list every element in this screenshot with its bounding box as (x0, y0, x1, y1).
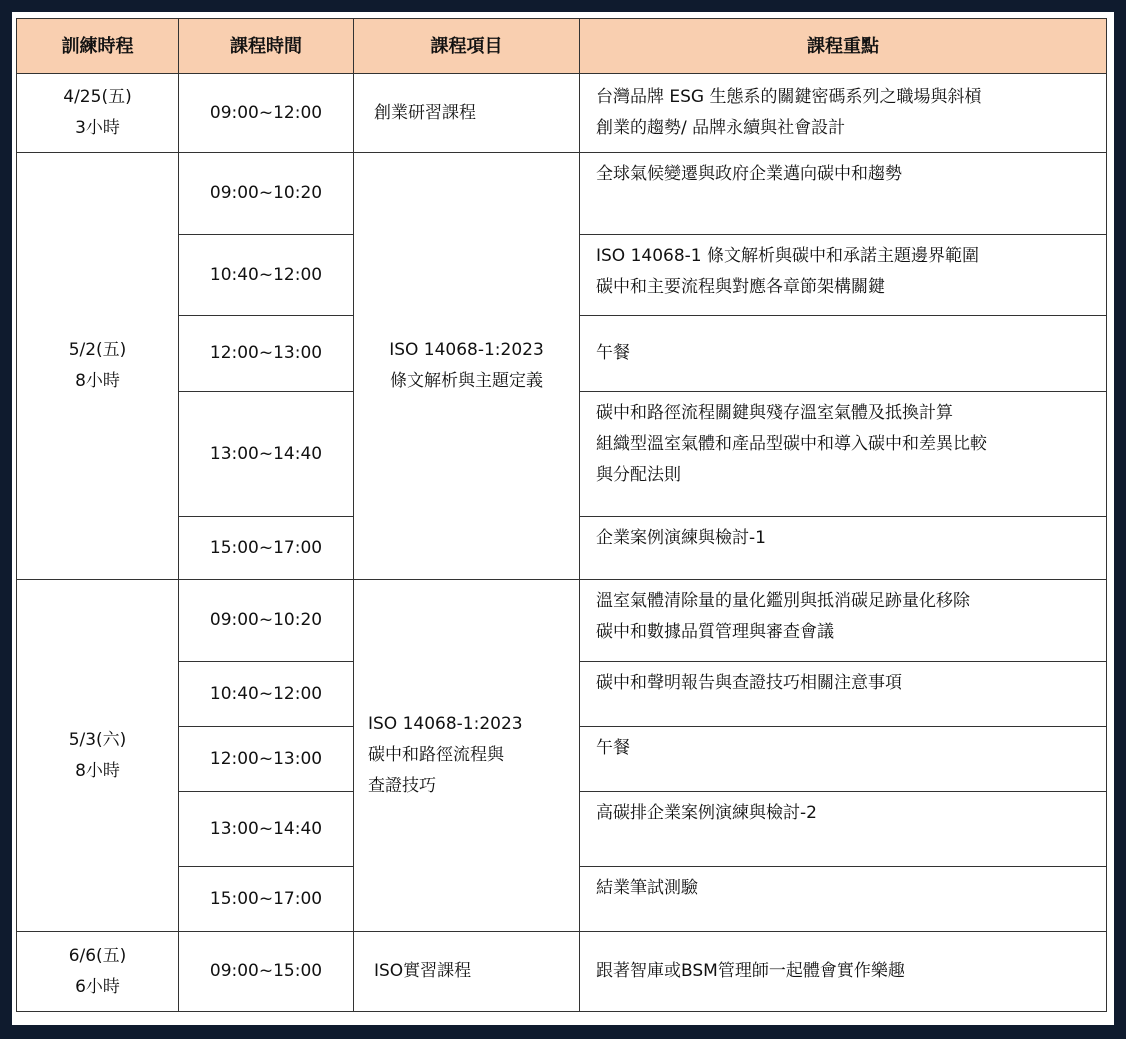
time-cell: 13:00~14:40 (179, 392, 354, 517)
date-cell (17, 74, 179, 153)
date-label: 5/3(六) (68, 729, 127, 750)
course-item-line: 條文解析與主題定義 (390, 371, 543, 391)
time-cell: 12:00~13:00 (179, 316, 354, 392)
focus-line: 高碳排企業案例演練與檢討-2 (596, 803, 817, 823)
table-row (17, 153, 1107, 235)
focus-cell (580, 153, 1107, 235)
header-course-item: 課程項目 (354, 19, 580, 74)
table-row (17, 580, 1107, 662)
hours-label: 8小時 (75, 760, 120, 781)
focus-line: ISO 14068-1 條文解析與碳中和承諾主題邊界範圍 (596, 246, 980, 266)
focus-line: 跟著智庫或BSM管理師一起體會實作樂趣 (596, 961, 905, 981)
date-cell (17, 580, 179, 932)
header-training-schedule: 訓練時程 (17, 19, 179, 74)
focus-line: 組織型溫室氣體和產品型碳中和導入碳中和差異比較 (596, 434, 987, 454)
course-item-line: ISO 14068-1:2023 (368, 714, 523, 734)
focus-line: 台灣品牌 ESG 生態系的關鍵密碼系列之職場與斜槓 (596, 87, 982, 107)
focus-line: 碳中和主要流程與對應各章節架構關鍵 (596, 277, 885, 297)
course-item-line: ISO 14068-1:2023 (389, 340, 544, 360)
course-schedule-table (16, 18, 1107, 1012)
course-item-cell: 創業研習課程 (354, 74, 580, 153)
table-row (17, 932, 1107, 1012)
focus-cell (580, 235, 1107, 316)
time-cell: 09:00~12:00 (179, 74, 354, 153)
time-cell: 12:00~13:00 (179, 727, 354, 792)
focus-line: 與分配法則 (596, 465, 681, 485)
focus-cell (580, 392, 1107, 517)
focus-line: 全球氣候變遷與政府企業邁向碳中和趨勢 (596, 164, 902, 184)
hours-label: 6小時 (75, 976, 120, 997)
focus-cell (580, 727, 1107, 792)
date-label: 4/25(五) (63, 87, 132, 107)
course-item-cell (354, 153, 580, 580)
time-cell: 13:00~14:40 (179, 792, 354, 867)
focus-line: 結業筆試測驗 (596, 878, 698, 898)
date-label: 5/2(五) (68, 340, 127, 360)
date-label: 6/6(五) (68, 945, 127, 966)
date-cell (17, 932, 179, 1012)
course-item-cell: ISO實習課程 (354, 932, 580, 1012)
focus-line: 午餐 (596, 343, 630, 363)
header-course-focus: 課程重點 (580, 19, 1107, 74)
focus-line: 溫室氣體清除量的量化鑑別與抵消碳足跡量化移除 (596, 591, 970, 611)
hours-label: 3小時 (75, 118, 120, 138)
time-cell: 10:40~12:00 (179, 662, 354, 727)
focus-cell (580, 932, 1107, 1012)
schedule-frame (12, 12, 1114, 1025)
course-item-cell (354, 580, 580, 932)
date-cell (17, 153, 179, 580)
focus-line: 碳中和數據品質管理與審查會議 (596, 622, 834, 642)
course-item-line: 查證技巧 (368, 776, 436, 796)
course-item-line: 碳中和路徑流程與 (368, 745, 504, 765)
focus-line: 創業的趨勢/ 品牌永續與社會設計 (596, 118, 846, 138)
time-cell: 10:40~12:00 (179, 235, 354, 316)
focus-cell (580, 316, 1107, 392)
time-cell: 09:00~10:20 (179, 580, 354, 662)
hours-label: 8小時 (75, 371, 120, 391)
time-cell: 15:00~17:00 (179, 867, 354, 932)
header-row (17, 19, 1107, 74)
time-cell: 15:00~17:00 (179, 517, 354, 580)
time-cell: 09:00~15:00 (179, 932, 354, 1012)
focus-cell (580, 792, 1107, 867)
focus-cell (580, 662, 1107, 727)
focus-line: 企業案例演練與檢討-1 (596, 528, 766, 548)
focus-cell (580, 74, 1107, 153)
time-cell: 09:00~10:20 (179, 153, 354, 235)
focus-cell (580, 580, 1107, 662)
focus-line: 碳中和聲明報告與查證技巧相關注意事項 (596, 673, 902, 693)
focus-cell (580, 517, 1107, 580)
focus-line: 午餐 (596, 738, 630, 758)
focus-line: 碳中和路徑流程關鍵與殘存溫室氣體及抵換計算 (596, 403, 953, 423)
header-course-time: 課程時間 (179, 19, 354, 74)
table-row (17, 74, 1107, 153)
focus-cell (580, 867, 1107, 932)
